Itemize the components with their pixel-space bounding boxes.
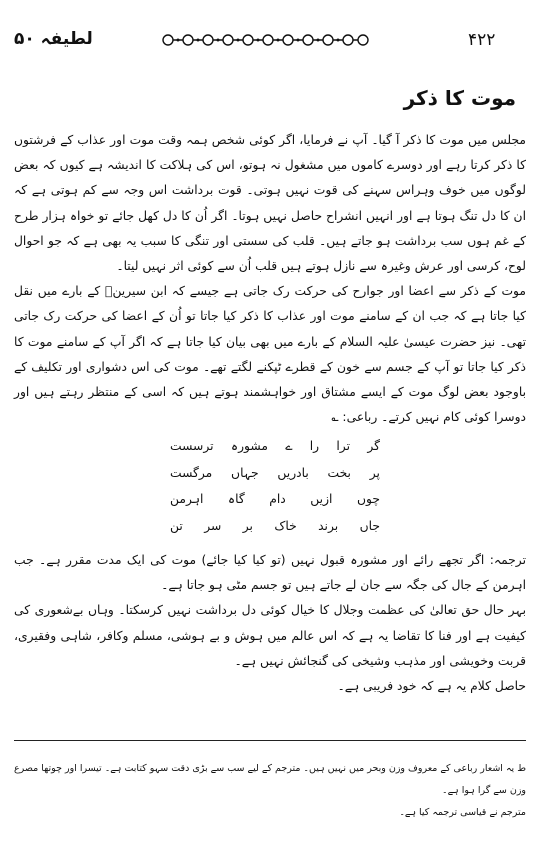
footnote-line: ط یہ اشعار رباعی کے معروف وزن وبحر میں نہیں ہیں۔ مترجم کے لیے سب سے بڑی دقت سہو کتابت ہے۔ تیسرا اور چوتھا مصرع وزن سے گرا ہوا ہے۔ bbox=[14, 763, 526, 796]
paragraph: موت کے ذکر سے اعضا اور جوارح کی حرکت رک جاتی ہے جیسے کہ ابن سیرینؒ کے بارے میں نقل کیا جاتا ہے کہ جب ان کے سامنے موت اور عذاب کا ذکر کیا جاتا تو اُن کے اعضا کی حرکت رک جاتی تھی۔ نیز حضرت عیسیٰ علیہ السلام کے بارے میں بھی بیان کیا جاتا ہے کہ اگر آپ کے سامنے موت کا ذکر کیا جاتا تو آپ کے جسم سے خون کے قطرے ٹپکنے لگتے تھے۔ موت کی اس دشواری اور تکلیف کے باوجود بعض لوگ موت کے ایسے مشتاق اور خواہشمند ہوتے ہیں کہ اسی کے منتظر رہتے ہیں اور دوسرا کوئی کام نہیں کرتے۔ رباعی: ؎ bbox=[14, 284, 526, 425]
quatrain bbox=[170, 433, 380, 539]
running-head: لطیفہ ۵۰ bbox=[14, 29, 93, 49]
paragraph: حاصل کلام یہ ہے کہ خود فریبی ہے۔ bbox=[337, 679, 526, 694]
verse-line: گر ترا را ے مشورہ ترسست bbox=[170, 439, 380, 453]
ornament-border bbox=[160, 32, 370, 48]
verse-line: جاں برند خاک بر سر تن bbox=[170, 518, 380, 533]
footnote bbox=[14, 758, 526, 824]
footnote-line: مترجم نے قیاسی ترجمہ کیا ہے۔ bbox=[399, 807, 526, 818]
page-number: ۴۲۲ bbox=[468, 30, 496, 50]
body-text-continued bbox=[14, 548, 526, 699]
body-text bbox=[14, 128, 526, 430]
paragraph: مجلس میں موت کا ذکر آ گیا۔ آپ نے فرمایا، اگر کوئی شخص ہمہ وقت موت اور عذاب کے فرشتوں کا ذکر کرتا رہے اور دوسرے کاموں میں مشغول نہ ہوتو، اس کی ہلاکت کا اندیشہ ہے کیوں کہ بعض لوگوں میں خوف وہراس سہنے کی قوت نہیں ہوتی۔ قوت برداشت اس وجہ سے کم ہوتی ہے کہ ان کا دل تنگ ہوتا ہے اور انہیں انشراح حاصل نہیں ہوتا۔ اگر اُن کا دل کھل جائے تو خواہ ہزار طرح کے غم ہوں سب برداشت ہو جاتے ہیں۔ قلب کی سستی اور تنگی کا سبب یہ بھی ہے کہ جو احوال لوح، کرسی اور عرش وغیرہ سے نازل ہوتے ہیں قلب اُن سے کوئی اثر نہیں لیتا۔ bbox=[14, 133, 526, 274]
footnote-divider bbox=[14, 740, 526, 741]
paragraph: بہر حال حق تعالیٰ کی عظمت وجلال کا خیال کوئی دل برداشت نہیں کرسکتا۔ وہاں بےشعوری کی کیفیت ہے اور فنا کا تقاضا یہ ہے کہ اس عالم میں ہوش و بے ہوشی، مسلم وکافر، شاہی وفقیری، قربت وخویشی اور مذہب وشیخی کی گنجائش نہیں ہے۔ bbox=[14, 603, 526, 668]
page-header bbox=[0, 26, 540, 56]
translation-paragraph: ترجمہ: اگر تجھے رائے اور مشورہ قبول نہیں (تو کیا کیا جائے) موت کی ایک مدت مقرر ہے۔ جب اہرمن کے جال کی جگہ سے جان لے جاتے ہیں تو جسم مٹی ہو جاتا ہے۔ bbox=[14, 553, 526, 593]
verse-line: پر بخت بادریں جہاں مرگست bbox=[170, 465, 380, 480]
section-title: موت کا ذکر bbox=[403, 86, 516, 110]
verse-line: چوں ازیں دام گاہ اہرمن bbox=[170, 492, 380, 506]
